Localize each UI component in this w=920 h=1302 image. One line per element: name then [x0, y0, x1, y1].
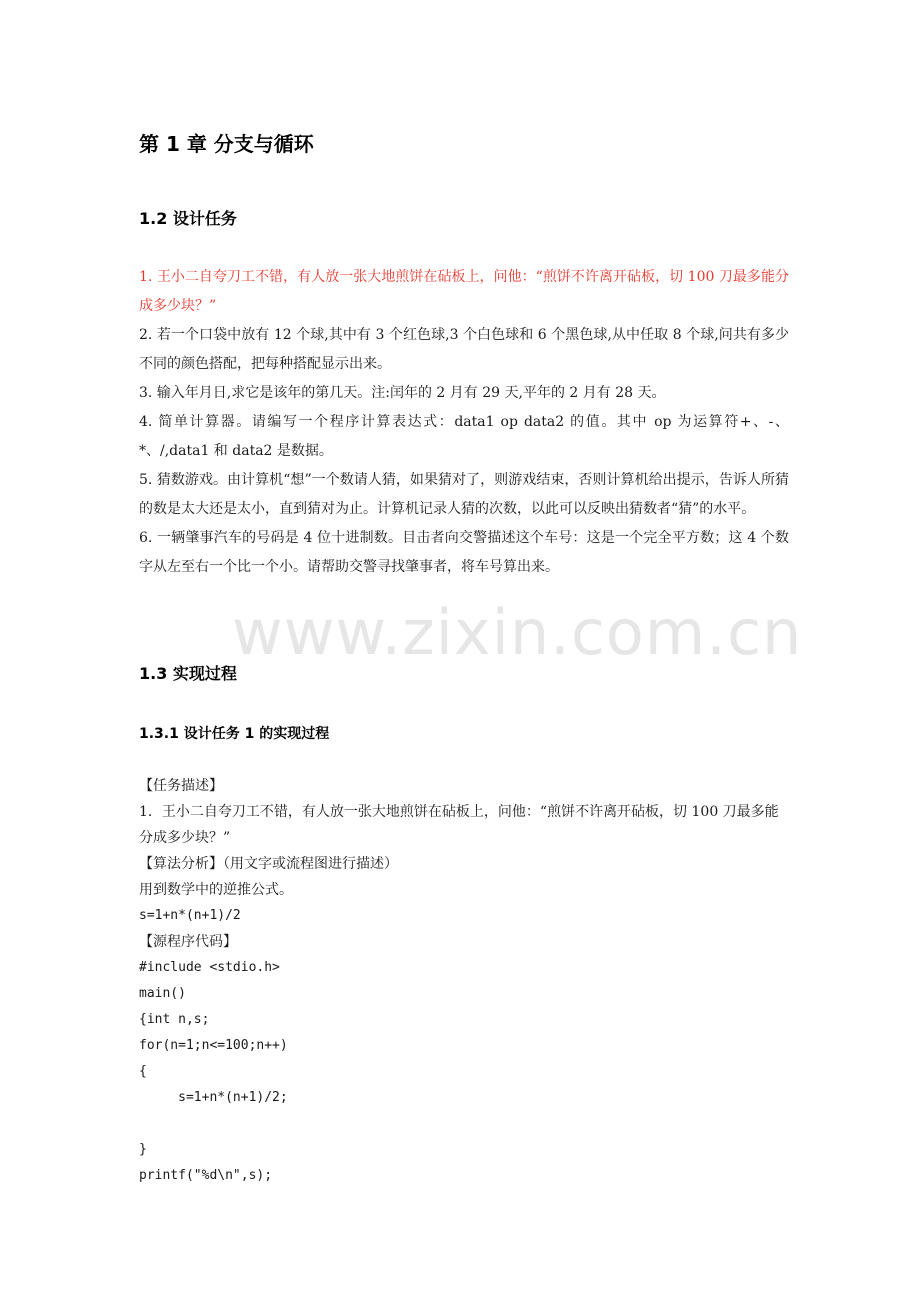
task-item-6: 6. 一辆肇事汽车的号码是 4 位十进制数。目击者向交警描述这个车号：这是一个完全平方数；这 4 个数字从左至右一个比一个小。请帮助交警寻找肇事者，将车号算出来。 [139, 530, 789, 575]
section-heading-design-tasks: 1.2 设计任务 [139, 209, 237, 228]
code-line: {int n,s; [139, 1012, 210, 1027]
code-line: } [139, 1142, 147, 1157]
section-heading-implementation: 1.3 实现过程 [139, 664, 237, 683]
code-line: printf("%d\n",s); [139, 1168, 273, 1183]
algorithm-text: 用到数学中的逆推公式。 [139, 882, 293, 898]
task-item-5: 5. 猜数游戏。由计算机“想”一个数请人猜，如果猜对了，则游戏结束，否则计算机给出提示，告诉人所猜的数是太大还是太小，直到猜对为止。计算机记录人猜的次数，以此可以反映出猜数者“猜”的水平。 [139, 472, 789, 517]
task-item-1: 1. 王小二自夸刀工不错，有人放一张大地煎饼在砧板上，问他：“煎饼不许离开砧板，切 100 刀最多能分成多少块？” [139, 269, 789, 314]
task-description-label: 【任务描述】 [139, 778, 223, 794]
code-line: main() [139, 986, 186, 1001]
watermark: www.zixin.com.cn [232, 596, 803, 669]
code-line: s=1+n*(n+1)/2; [139, 1090, 288, 1105]
task-item-2: 2. 若一个口袋中放有 12 个球,其中有 3 个红色球,3 个白色球和 6 个黑色球,从中任取 8 个球,问共有多少不同的颜色搭配，把每种搭配显示出来。 [139, 327, 789, 372]
task-list [139, 263, 789, 582]
formula: s=1+n*(n+1)/2 [139, 908, 241, 923]
code-line [139, 1111, 789, 1137]
code-line: #include <stdio.h> [139, 960, 280, 975]
task-description-text: 1．王小二自夸刀工不错，有人放一张大地煎饼在砧板上，问他：“煎饼不许离开砧板，切 100 刀最多能分成多少块？” [139, 804, 779, 846]
task1-implementation [139, 773, 789, 1189]
task-item-3: 3. 输入年月日,求它是该年的第几天。注:闰年的 2 月有 29 天,平年的 2 月有 28 天。 [139, 385, 666, 401]
algorithm-label: 【算法分析】（用文字或流程图进行描述） [139, 856, 398, 872]
subsection-heading-task1: 1.3.1 设计任务 1 的实现过程 [139, 726, 330, 742]
code-line: { [139, 1064, 147, 1079]
task-item-4: 4. 简单计算器。请编写一个程序计算表达式：data1 op data2 的值。其中 op 为运算符+、-、*、/,data1 和 data2 是数据。 [139, 414, 789, 459]
source-code-label: 【源程序代码】 [139, 934, 237, 950]
code-line: for(n=1;n<=100;n++) [139, 1038, 288, 1053]
chapter-title: 第 1 章 分支与循环 [139, 132, 314, 156]
